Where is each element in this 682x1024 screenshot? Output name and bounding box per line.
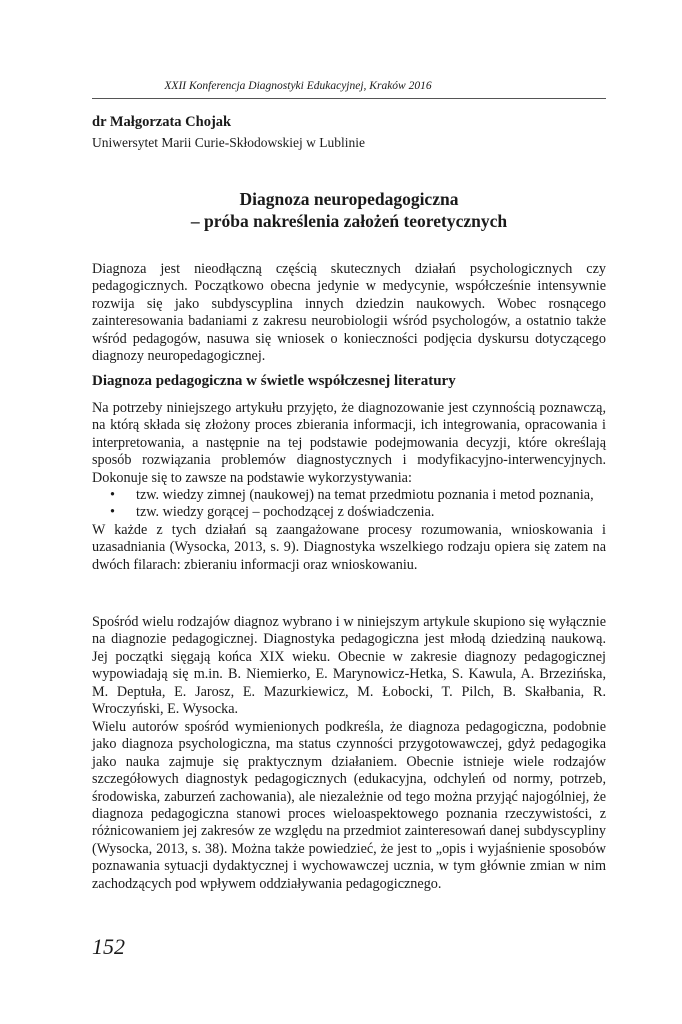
header-rule	[92, 98, 606, 99]
bullet-item	[92, 487, 606, 504]
page-number: 152	[92, 934, 125, 959]
title-line-1: Diagnoza neuropedagogiczna	[239, 189, 459, 209]
running-header: XXII Konferencja Diagnostyki Edukacyjnej, Kraków 2016	[164, 80, 432, 92]
section-heading: Diagnoza pedagogiczna w świetle współczesnej literatury	[92, 373, 456, 389]
bullet-text: tzw. wiedzy zimnej (naukowej) na temat przedmiotu poznania i metod poznania,	[136, 487, 594, 504]
bullet-list	[92, 487, 606, 522]
section-1-outro: W każde z tych działań są zaangażowane procesy rozumowania, wnioskowania i uzasadniania (Wysocka, 2013, s. 9). Diagnostyka wszelkiego rodzaju opiera się zatem na dwóch filarach: zbieraniu informacji oraz wnioskowaniu.	[92, 521, 606, 573]
bullet-icon: •	[110, 504, 115, 521]
section-3-paragraph: Wielu autorów spośród wymienionych podkreśla, że diagnoza pedagogiczna, podobnie jako diagnoza psychologiczna, ma status czynności przygotowawczej, gdyż pedagogika jako nauka zajmuje się praktycznym działaniem. Obecnie istnieje wiele rodzajów szczegółowych diagnostyk pedagogicznych (edukacyjna, odchyleń od normy, potrzeb, środowiska, zaburzeń zachowania), ale niezależnie od tego można przyjąć najogólniej, że diagnoza pedagogiczna stanowi proces wieloaspektowego poznania rzeczywistości, z różnicowaniem jej zakresów ze względu na przedmiot zainteresowań danej subdyscypliny (Wysocka, 2013, s. 38). Można także powiedzieć, że jest to „opis i wyjaśnienie sposobów poznawania sytuacji dydaktycznej i wychowawczej ucznia, w tym głównie zmian w nim zachodzących pod wpływem oddziaływania pedagogicznego.	[92, 719, 606, 892]
section-2-paragraph: Spośród wielu rodzajów diagnoz wybrano i w niniejszym artykule skupiono się wyłącznie na diagnozie pedagogicznej. Diagnostyka pedagogiczna jest młodą dziedziną naukową. Jej początki sięgają końca XIX wieku. Obecnie w zakresie diagnozy pedagogicznej wypowiadają się m.in. B. Niemierko, E. Marynowicz-Hetka, S. Kawula, A. Brzezińska, M. Deptuła, E. Jarosz, E. Mazurkiewicz, M. Łobocki, T. Pilch, B. Skałbania, R. Wroczyński, E. Wysocka.	[92, 614, 606, 718]
bullet-text: tzw. wiedzy gorącej – pochodzącej z doświadczenia.	[136, 504, 435, 521]
section-3	[92, 719, 606, 893]
author-name: dr Małgorzata Chojak	[92, 114, 232, 130]
article-title	[92, 188, 606, 232]
section-2	[92, 614, 606, 718]
section-1-intro: Na potrzeby niniejszego artykułu przyjęto, że diagnozowanie jest czynnością poznawczą, na którą składa się złożony proces zbierania informacji, ich integrowania, opracowania i interpretowania, a następnie na tej podstawie podejmowania decyzji, które określają sposób rozwiązania problemów diagnostycznych i modyfikacyjno-interwencyjnych. Dokonuje się to zawsze na podstawie wykorzystywania:	[92, 400, 606, 486]
author-affiliation: Uniwersytet Marii Curie-Skłodowskiej w Lublinie	[92, 135, 365, 150]
abstract-paragraph: Diagnoza jest nieodłączną częścią skutecznych działań psychologicznych czy pedagogicznych. Początkowo obecna jedynie w medycynie, współcześnie intensywnie rozwija się jako subdyscyplina innych dziedzin naukowych. Wobec rosnącego zainteresowania badaniami z zakresu neurobiologii wśród psychologów, a ostatnio także wśród pedagogów, nasuwa się wniosek o konieczności podjęcia dyskursu dotyczącego diagnozy neuropedagogicznej.	[92, 261, 606, 365]
bullet-icon: •	[110, 487, 115, 504]
title-line-2: – próba nakreślenia założeń teoretycznych	[190, 211, 508, 231]
section-1	[92, 400, 606, 574]
bullet-item	[92, 504, 606, 521]
abstract	[92, 261, 606, 365]
